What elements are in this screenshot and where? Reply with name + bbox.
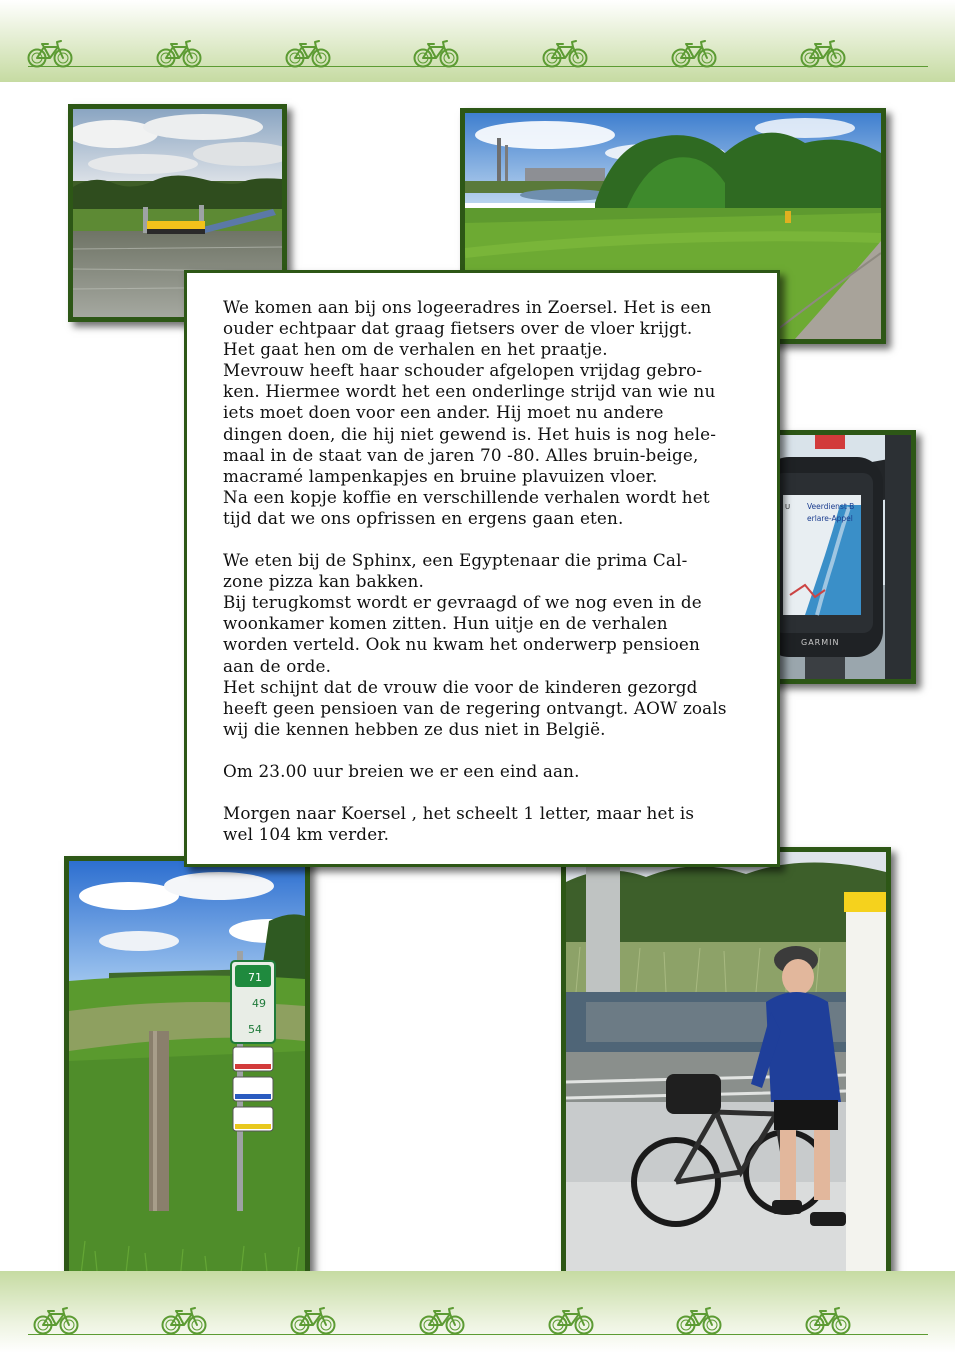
- bicycle-icon: [285, 40, 331, 68]
- svg-text:71: 71: [248, 971, 262, 984]
- story-paragraph-dinner: We eten bij de Sphinx, een Egyptenaar die prima Cal- zone pizza kan bakken. Bij terugkomst wordt er gevraagd of we nog even in de woonkamer komen zitten. Hun uitje en de verhalen worden verteld. Ook nu kwam het onderwerp pensioen aan de orde. Het schijnt dat de vrouw die voor de kinderen gezorgd heeft geen pensioen van de regering ontvangt. AOW zoals wij die kennen hebben ze dus niet in België.: [223, 550, 727, 739]
- bicycle-icon: [676, 1307, 722, 1335]
- bicycle-icon: [419, 1307, 465, 1335]
- svg-text:GARMIN: GARMIN: [801, 638, 840, 647]
- bicycle-icon: [671, 40, 717, 68]
- bicycle-icon: [800, 40, 846, 68]
- bicycle-icon: [413, 40, 459, 68]
- photo-cyclist-ferry: [561, 847, 891, 1279]
- svg-text:U: U: [785, 503, 791, 511]
- story-text-box: [184, 270, 780, 867]
- bicycle-icon: [290, 1307, 336, 1335]
- svg-text:49: 49: [252, 997, 266, 1010]
- svg-text:Veerdienst B: Veerdienst B: [807, 502, 855, 511]
- bicycle-icon: [805, 1307, 851, 1335]
- bicycle-icon: [156, 40, 202, 68]
- svg-text:erlare-Appel: erlare-Appel: [807, 514, 853, 523]
- story-paragraph-tomorrow: Morgen naar Koersel , het scheelt 1 letter, maar het is wel 104 km verder.: [223, 802, 695, 845]
- bicycle-icon: [548, 1307, 594, 1335]
- story-paragraph-arrival: We komen aan bij ons logeeradres in Zoersel. Het is een ouder echtpaar dat graag fietsers over de vloer krijgt. Het gaat hen om de verhalen en het praatje. Mevrouw heeft haar schouder afgelopen vrijdag gebro- ken. Hiermee wordt het een onderlinge strijd van wie nu iets moet doen voor een ander. Hij moet nu andere dingen doen, die hij niet gewend is. Het huis is nog hele- maal in de staat van de jaren 70 -80. Alles bruin-beige, macramé lampenkapjes en bruine plavuizen vloer. Na een kopje koffie en verschillende verhalen wordt het tijd dat we ons opfrissen en ergens gaan eten.: [223, 297, 717, 528]
- bicycle-icon: [161, 1307, 207, 1335]
- svg-text:54: 54: [248, 1023, 262, 1036]
- footer-band: [0, 1271, 955, 1353]
- bicycle-icon: [542, 40, 588, 68]
- bicycle-icon: [27, 40, 73, 68]
- bicycle-icon: [33, 1307, 79, 1335]
- photo-signpost-field: [64, 856, 310, 1298]
- header-band: [0, 0, 955, 82]
- story-paragraph-evening: Om 23.00 uur breien we er een eind aan.: [223, 760, 580, 781]
